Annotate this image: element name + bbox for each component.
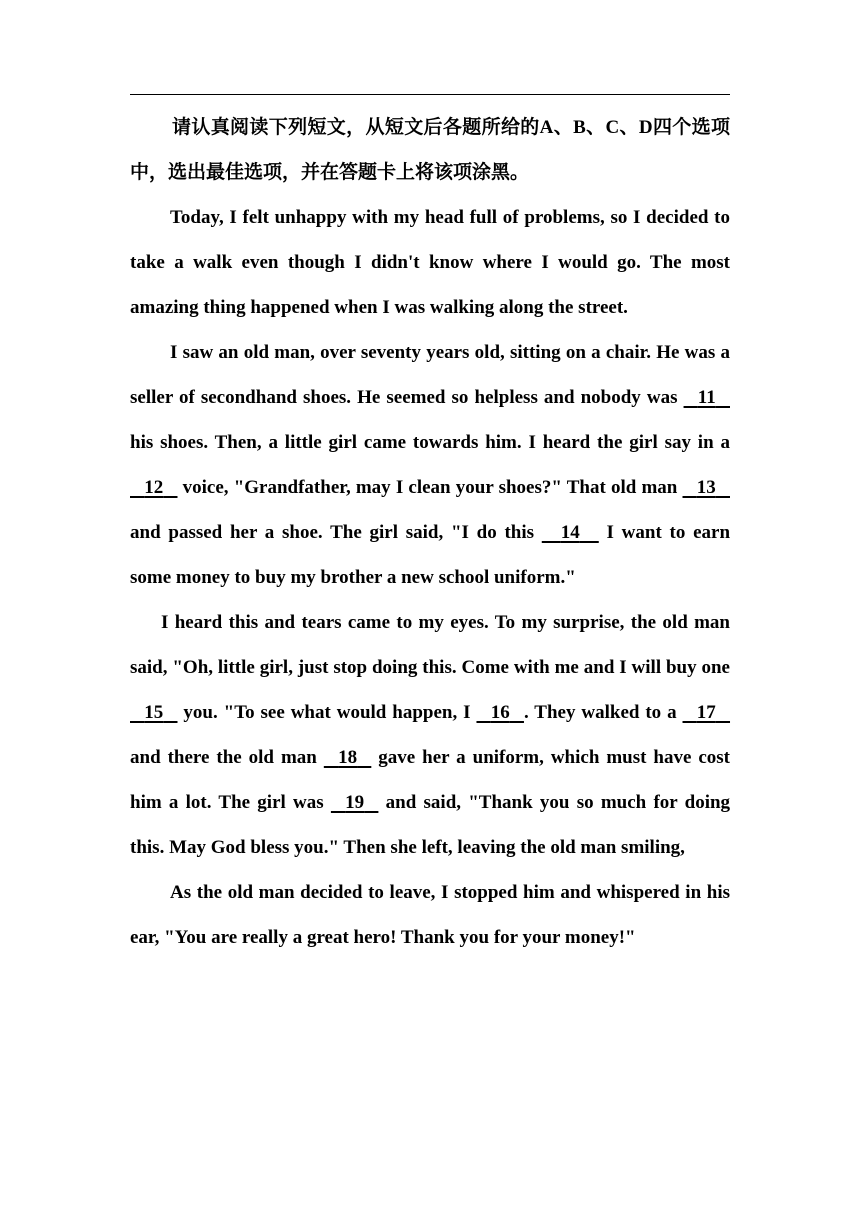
paragraph-3-text: I heard this and tears came to my eyes. To my surprise, the old man said, "Oh, little girl, just stop doing this. Come with me and I will buy one bbox=[130, 612, 730, 678]
blank-18: 18 bbox=[338, 747, 358, 768]
paragraph-2-text: I want to earn some money to buy my brother a new school uniform." bbox=[130, 522, 731, 588]
blank-14: 14 bbox=[560, 522, 580, 543]
paragraph-1: Today, I felt unhappy with my head full of problems, so I decided to take a walk even though I didn't know where I would go. The most amazing thing happened when I was walking along the street. bbox=[130, 207, 730, 318]
paragraph-2-text: I saw an old man, over seventy years old, sitting on a chair. He was a seller of secondhand shoes. He seemed so helpless and nobody was bbox=[130, 342, 730, 408]
instruction-text: 请认真阅读下列短文，从短文后各题所给的A、B、C、D四个选项中，选出最佳选项，并在答题卡上将该项涂黑。 bbox=[130, 117, 730, 183]
blank-11: 11 bbox=[697, 387, 716, 408]
blank-13: 13 bbox=[696, 477, 716, 498]
blank-12: 12 bbox=[144, 477, 164, 498]
paragraph-2 bbox=[130, 330, 730, 600]
paragraph-3-text: and there the old man bbox=[130, 747, 317, 768]
blank-17: 17 bbox=[696, 702, 716, 723]
paragraph-3 bbox=[130, 600, 730, 870]
blank-19: 19 bbox=[345, 792, 365, 813]
reading-passage bbox=[130, 105, 730, 960]
blank-15: 15 bbox=[144, 702, 164, 723]
header-rule bbox=[130, 94, 730, 95]
paragraph-2-text: his shoes. Then, a little girl came towards him. I heard the girl say in a bbox=[130, 432, 730, 453]
blank-16: 16 bbox=[490, 702, 510, 723]
paragraph-3-text: and said, "Thank you so much for doing this. May God bless you." Then she left, leaving the old man smiling, bbox=[130, 792, 731, 858]
paragraph-3-text: gave her a uniform, which must have cost him a lot. The girl was bbox=[130, 747, 731, 813]
paragraph-2-text: voice, "Grandfather, may I clean your shoes?" That old man bbox=[182, 477, 678, 498]
paragraph-2-text: and passed her a shoe. The girl said, "I do this bbox=[130, 522, 535, 543]
paragraph-3-text: . They walked to a bbox=[523, 702, 677, 723]
paragraph-3-text: you. "To see what would happen, I bbox=[183, 702, 471, 723]
paragraph-4: As the old man decided to leave, I stopped him and whispered in his ear, "You are really a great hero! Thank you for your money!" bbox=[130, 882, 730, 948]
